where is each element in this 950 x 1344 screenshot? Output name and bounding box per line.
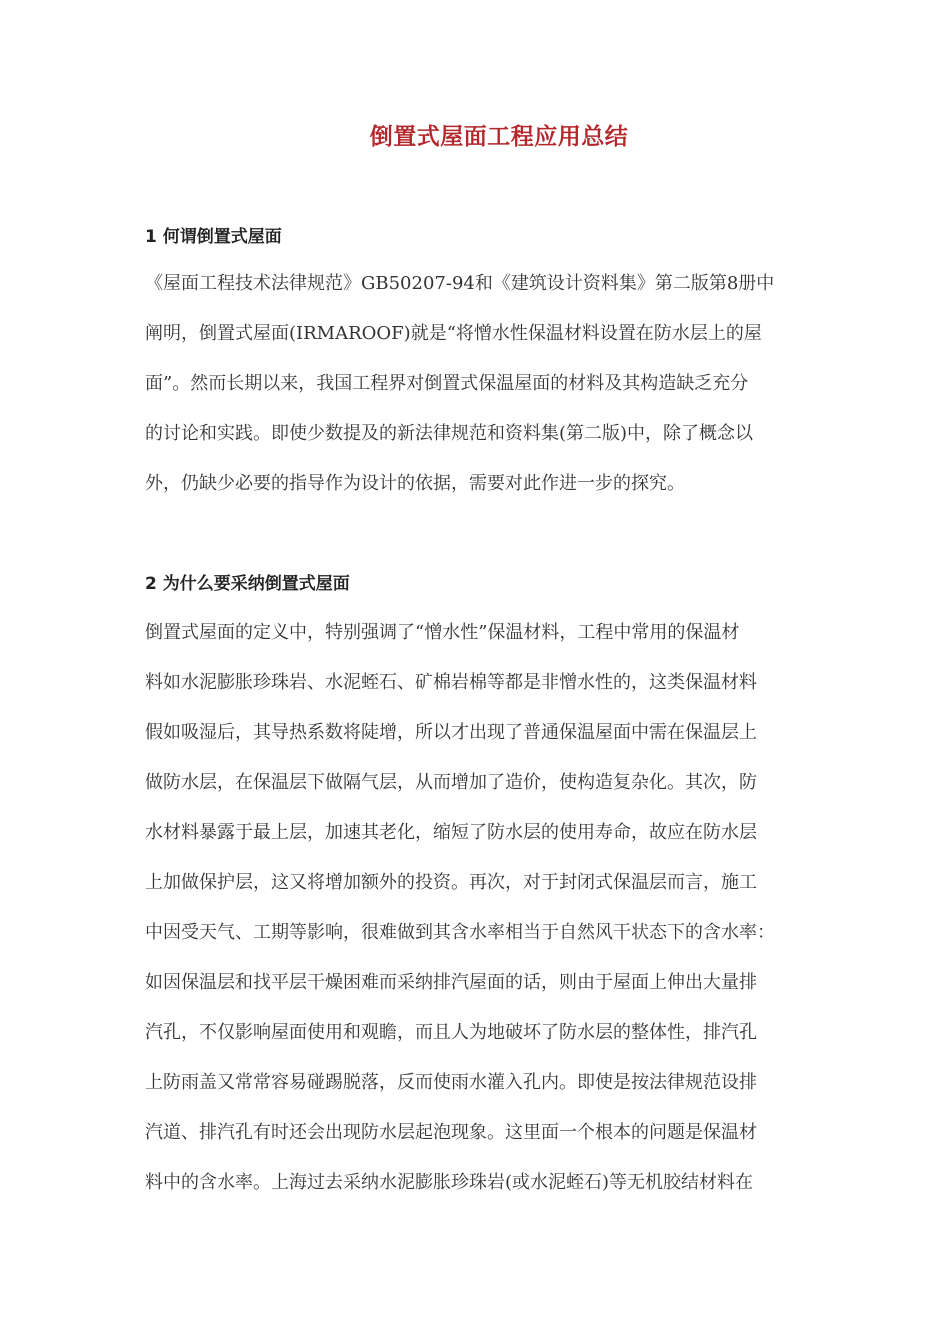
paragraph-line: 外，仍缺少必要的指导作为设计的依据，需要对此作进一步的探究。 [145, 473, 685, 494]
section-2-paragraph [145, 608, 815, 1208]
paragraph-line: 的讨论和实践。即使少数提及的新法律规范和资料集(第二版)中，除了概念以 [145, 423, 754, 444]
section-heading-1: 1 何谓倒置式屋面 [145, 227, 282, 247]
paragraph-line: 料中的含水率。上海过去采纳水泥膨胀珍珠岩(或水泥蛭石)等无机胶结材料在 [145, 1172, 754, 1193]
paragraph-line: 水材料暴露于最上层，加速其老化，缩短了防水层的使用寿命，故应在防水层 [145, 822, 757, 843]
paragraph-line: 如因保温层和找平层干燥困难而采纳排汽屋面的话，则由于屋面上伸出大量排 [145, 972, 757, 993]
section-1-paragraph [145, 259, 815, 509]
paragraph-line: 做防水层，在保温层下做隔气层，从而增加了造价，使构造复杂化。其次，防 [145, 772, 757, 793]
paragraph-line: 阐明，倒置式屋面(IRMAROOF)就是“将憎水性保温材料设置在防水层上的屋 [145, 323, 762, 344]
paragraph-line: 面”。然而长期以来，我国工程界对倒置式保温屋面的材料及其构造缺乏充分 [145, 373, 749, 394]
paragraph-line: 上防雨盖又常常容易碰踢脱落，反而使雨水灌入孔内。即使是按法律规范设排 [145, 1072, 757, 1093]
paragraph-line: 汽道、排汽孔有时还会出现防水层起泡现象。这里面一个根本的问题是保温材 [145, 1122, 757, 1143]
paragraph-line: 假如吸湿后，其导热系数将陡增，所以才出现了普通保温屋面中需在保温层上 [145, 722, 757, 743]
paragraph-line: 料如水泥膨胀珍珠岩、水泥蛭石、矿棉岩棉等都是非憎水性的，这类保温材料 [145, 672, 757, 693]
section-heading-2: 2 为什么要采纳倒置式屋面 [145, 574, 350, 594]
document-title: 倒置式屋面工程应用总结 [369, 124, 629, 150]
paragraph-line: 中因受天气、工期等影响，很难做到其含水率相当于自然风干状态下的含水率： [145, 922, 775, 943]
paragraph-line: 上加做保护层，这又将增加额外的投资。再次，对于封闭式保温层而言，施工 [145, 872, 757, 893]
paragraph-line: 《屋面工程技术法律规范》GB50207-94和《建筑设计资料集》第二版第8册中 [145, 273, 775, 294]
paragraph-line: 汽孔，不仅影响屋面使用和观瞻，而且人为地破坏了防水层的整体性，排汽孔 [145, 1022, 757, 1043]
paragraph-line: 倒置式屋面的定义中，特别强调了“憎水性”保温材料，工程中常用的保温材 [145, 622, 740, 643]
